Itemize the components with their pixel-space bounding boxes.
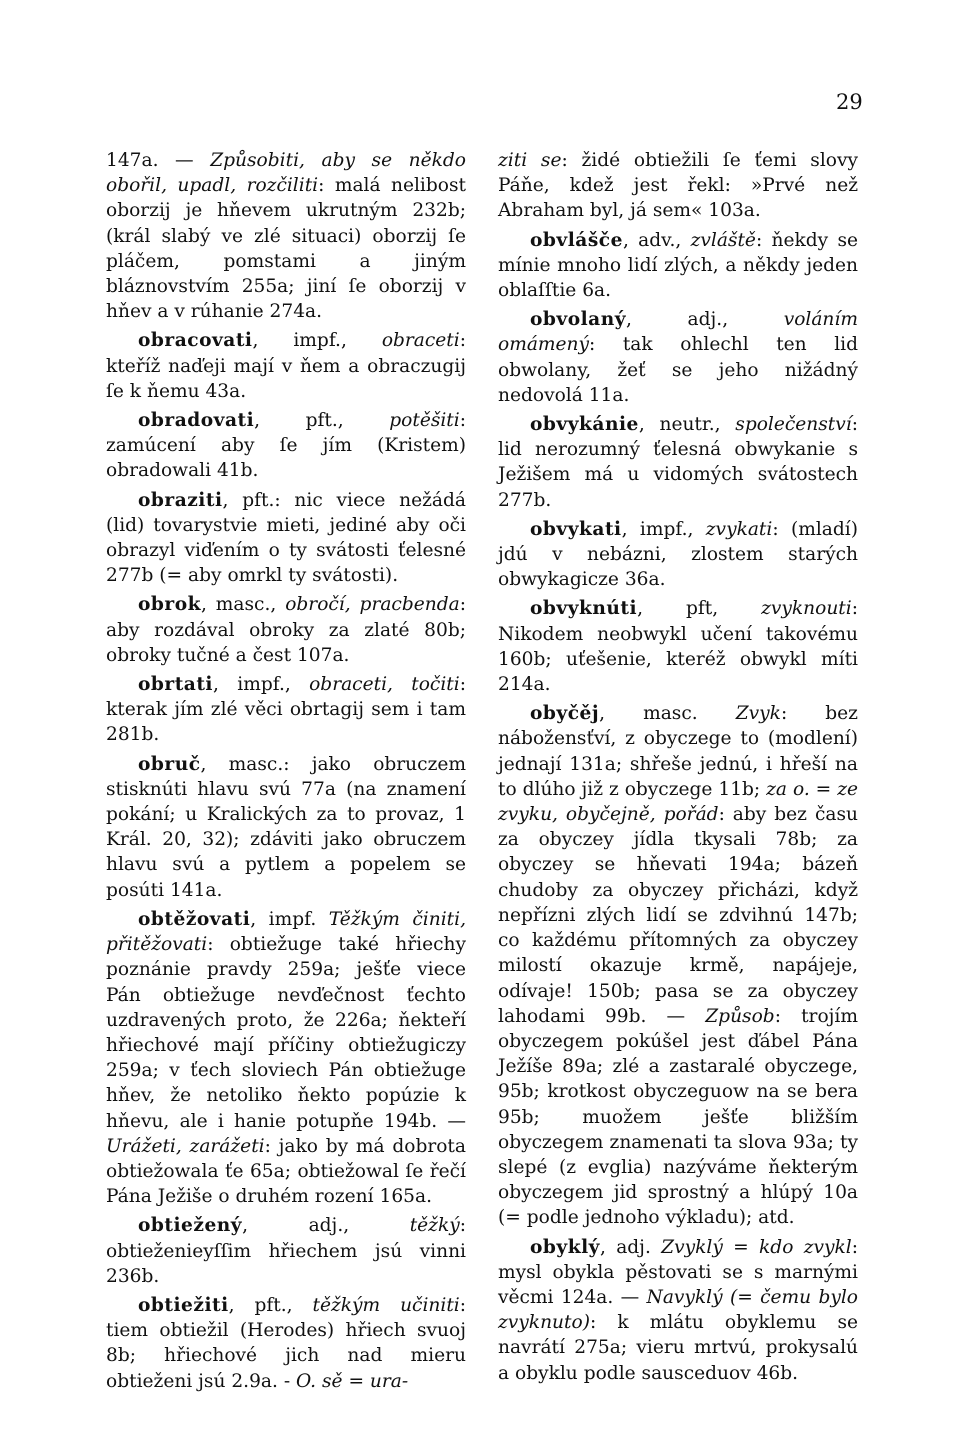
entry-text: : lid nerozumný ťelesná obwykanie s Ježišem má u vidomých svátostech 277b.	[498, 414, 858, 511]
headword: obvykati	[530, 518, 622, 540]
right-column	[498, 148, 858, 1390]
entry-text: : kteříž naďeji mají v ňem a obraczugij ſe k ňemu 43a.	[106, 330, 466, 402]
entry-text: , adv.,	[622, 229, 691, 251]
page-number: 29	[836, 90, 863, 114]
italic-gloss: zvyknouti	[761, 598, 852, 620]
entry-text: , pft.,	[228, 1294, 313, 1316]
headword: obruč	[138, 753, 201, 775]
entry-text: : malá nelibost oborzij je hňevem ukrutným 232b; (král slabý ve zlé situaci) oborzij ſe pláčem, pomstami a jiným bláznovstvím 255a; jiní ſe oborzij v hňev a v rúhanie 274a.	[106, 175, 466, 323]
entry-text: , adj.,	[626, 309, 784, 331]
headword: obradovati	[138, 410, 255, 432]
dictionary-entry	[498, 596, 858, 697]
entry-text: : kterak jím zlé věci obrtagij sem i tam 281b.	[106, 674, 466, 746]
entry-text: , impf.,	[252, 330, 382, 352]
entry-text: : Nikodem neobwykl učení takovému 160b; uťešenie, kteréž obwykl míti 214a.	[498, 598, 858, 696]
italic-gloss: O. sě = ura-	[296, 1370, 409, 1392]
entry-continuation	[498, 148, 858, 224]
dictionary-entry	[106, 672, 466, 748]
headword: obyčěj	[530, 703, 600, 725]
dictionary-entry	[498, 1235, 858, 1386]
headword: obvlášče	[530, 229, 623, 251]
entry-text: : obtiežuge také hřiechy poznánie pravdy 259a; ješťe viece Pán obtiežuge nevďečnost ťechto uzdravených proto, že 226a; ňekteří hřiechové mají příčiny obtiežugiczy 259a; v ťech sloviech Pán obtiežuge hňev, že netoliko ňekto popúzie k hňevu, ale i hanie potupňe 194b. —	[106, 934, 466, 1132]
italic-gloss: ziti se	[498, 150, 562, 171]
headword: obvykánie	[530, 414, 639, 436]
italic-gloss: potěšiti	[389, 410, 460, 432]
entry-text: : židé obtiežili ſe ťemi slovy Páňe, kdež jest řekl: »Prvé než Abraham byl, já sem« 103a.	[498, 150, 858, 222]
entry-text: : tak ohlechl ten lid obwolany, žeť se jeho nižádný nedovolá 11a.	[498, 334, 858, 406]
italic-gloss: obročí, pracbenda	[285, 594, 460, 616]
entry-text: : ňekdy se mínie mnoho lidí zlých, a někdy jeden oblaſſtie 6a.	[498, 229, 858, 302]
entry-text: : bez nábožensťví, z obyczege to (modlení) jednají 131a; shřeše jednú, i hřeší na to dlúho již z obyczege 11b;	[498, 703, 858, 800]
entry-text: , impf.,	[621, 518, 706, 540]
entry-text: , masc.: jako obruczem stisknúti hlavu svú 77a (na znamení pokání; u Kralických za to provaz, 1 Král. 20, 32); zdáviti jako obruczem hlavu svú a pytlem a popelem se posúti 141a.	[106, 753, 466, 901]
italic-gloss: těžkým učiniti	[312, 1294, 460, 1316]
italic-gloss: Zvyklý = kdo zvykl	[661, 1236, 852, 1258]
entry-text: 147a. —	[106, 150, 211, 171]
entry-text: , pft.,	[254, 410, 390, 432]
italic-gloss: společenství	[735, 414, 852, 436]
dictionary-entry	[106, 907, 466, 1209]
dictionary-entry	[106, 1213, 466, 1289]
entry-text: : tiem obtiežil (Herodes) hřiech svuoj 8b; hřiechové jich nad mieru obtieženi jsú 2.9a. -	[106, 1294, 467, 1392]
headword: obvolaný	[530, 309, 627, 331]
italic-gloss: Navyklý (= čemu bylo zvyknuto)	[498, 1286, 858, 1334]
italic-gloss: Těžkým činiti, přitěžovati	[106, 908, 467, 956]
italic-gloss: voláním omámený	[498, 309, 858, 356]
italic-gloss: Zvyk	[735, 703, 781, 725]
entry-text: : mysl obykla pěstovati se s marnými věcmi 124a. —	[498, 1236, 858, 1308]
dictionary-entry	[106, 488, 466, 589]
entry-text: : aby rozdával obroky za zlaté 80b; obroky tučné a čest 107a.	[106, 594, 466, 666]
entry-text: , pft,	[637, 598, 762, 620]
italic-gloss: Urážeti, zarážeti	[106, 1135, 265, 1157]
dictionary-entry	[498, 307, 858, 408]
italic-gloss: obraceti, točiti	[309, 674, 460, 696]
dictionary-entry	[106, 328, 466, 404]
entry-text: : k mlátu obyklemu se navrátí 275a; vieru mrtvú, prokysalú a obyklu podle sausceduov 46b.	[498, 1312, 858, 1384]
entry-continuation	[106, 148, 466, 324]
italic-gloss: těžký	[409, 1215, 460, 1237]
entry-text: : aby bez času za obyczey jídla tkysali 78b; za obyczey se hňevati 194a; bázeň chudoby za obyczey přicházi, když nepřízni zlých lidí se zdvihnú 147b; co každému přítomných za obyczey milostí okazuje krmě, napájeje, odívaje! 150b; pasa se za obyczey lahodami 99b. —	[498, 804, 858, 1027]
headword: obyklý	[530, 1236, 600, 1258]
left-column	[106, 148, 466, 1398]
italic-gloss: za o. = ze zvyku, obyčejně, pořád	[498, 778, 858, 826]
entry-text: , adj.	[599, 1236, 662, 1258]
headword: obtěžovati	[138, 908, 251, 930]
headword: obraziti	[138, 489, 223, 511]
entry-text: , neutr.,	[638, 414, 736, 436]
entry-text: , pft.: nic viece nežádá (lid) tovarystvie mieti, jediné aby oči obrazyl viďením o ty svátosti ťelesné 277b (= aby omrkl ty svátosti).	[106, 489, 466, 587]
entry-text: : obtieženieyſſim hřiechem jsú vinni 236b.	[106, 1215, 466, 1287]
italic-gloss: zvláště	[690, 229, 756, 251]
entry-text: , adj.,	[242, 1215, 410, 1237]
dictionary-entry	[106, 408, 466, 484]
dictionary-entry	[498, 412, 858, 513]
entry-text: , masc.	[599, 703, 736, 725]
italic-gloss: zvykati	[705, 518, 773, 540]
headword: obtiežiti	[138, 1294, 229, 1316]
entry-text: : trojím obyczegem pokúšel jest ďábel Pána Ježíše 89a; zlé a zastaralé obyczege, 95b; krotkost obyczeguow na se bera 95b; muožem ješťe bližším obyczegem znamenati ta slova 93a; ty slepé (z evglia) nazýváme ňekterým obyczegem jid sprostný a hlúpý 10a (= podle jednoho výkladu); atd.	[498, 1005, 858, 1229]
italic-gloss: Způsob	[705, 1005, 775, 1027]
headword: obrok	[138, 594, 201, 616]
entry-text: : jako by má dobrota obtiežowala ťe 65a; obtiežowal ſe řečí Pána Ježiše o druhém rození 165a.	[106, 1135, 466, 1208]
entry-text: , impf.,	[213, 674, 310, 696]
dictionary-entry	[106, 1293, 466, 1394]
italic-gloss: Způsobiti, aby se někdo obořil, upadl, rozčiliti	[106, 150, 467, 197]
headword: obrtati	[138, 674, 213, 696]
entry-text: : zamúcení aby ſe jím (Kristem) obradowali 41b.	[106, 410, 466, 482]
headword: obtiežený	[138, 1215, 243, 1237]
entry-text: , impf.	[250, 908, 329, 930]
dictionary-entry	[498, 517, 858, 593]
dictionary-entry	[106, 752, 466, 903]
headword: obracovati	[138, 330, 253, 352]
entry-text: , masc.,	[200, 594, 286, 616]
dictionary-entry	[498, 701, 858, 1230]
dictionary-entry	[106, 592, 466, 668]
dictionary-entry	[498, 228, 858, 304]
italic-gloss: obraceti	[381, 330, 460, 352]
headword: obvyknúti	[530, 598, 638, 620]
entry-text: : (mladí) jdú v nebázni, zlostem starých obwykagicze 36a.	[498, 518, 858, 591]
